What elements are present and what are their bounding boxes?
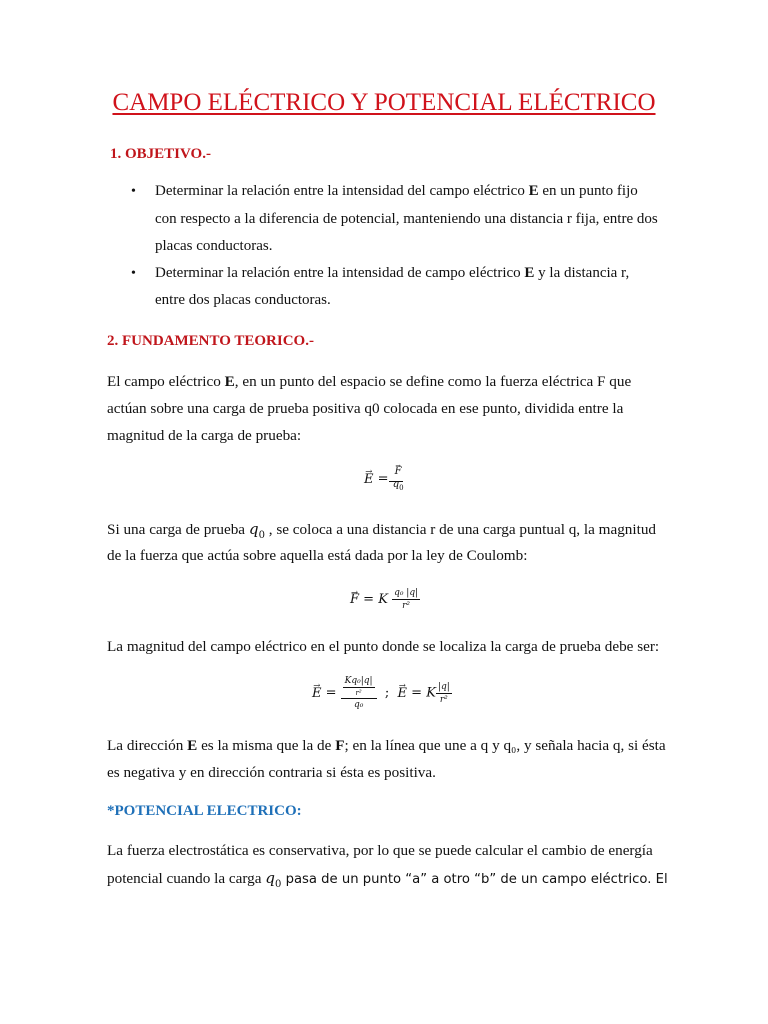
- equals-sign: =: [359, 592, 379, 607]
- vector-e: → E: [398, 686, 408, 701]
- subscript: 0: [258, 530, 265, 542]
- vector-f: → F: [350, 592, 359, 607]
- bold-symbol: F: [335, 737, 345, 754]
- fraction: [392, 588, 420, 611]
- paragraph-5-line-1: La fuerza electrostática es conservativa, por lo que se puede calcular el cambio de energía: [107, 842, 653, 859]
- paragraph-2-line-1: [107, 520, 656, 541]
- bold-symbol: E: [528, 183, 539, 199]
- subscript: 0: [399, 484, 404, 492]
- section-heading-fundamento: 2. FUNDAMENTO TEORICO.-: [107, 333, 314, 349]
- inner-fraction: [343, 676, 375, 697]
- bullet-dot: •: [131, 184, 136, 199]
- text-run: El campo eléctrico: [107, 373, 225, 390]
- bullet-1-line-2: con respecto a la diferencia de potencial, manteniendo una distancia r fija, entre dos: [155, 211, 658, 227]
- paragraph-4-line-1: [107, 737, 666, 755]
- text-run: es la misma que la de: [197, 737, 336, 754]
- numerator: |q|: [437, 681, 450, 692]
- vector-e: → E: [364, 472, 374, 487]
- numerator: [393, 466, 404, 478]
- charge-symbol: q: [265, 869, 276, 887]
- bold-symbol: E: [187, 737, 198, 754]
- text-run: potencial cuando la carga: [107, 870, 266, 887]
- text-run: Si una carga de prueba: [107, 521, 249, 538]
- bullet-1-line-3: placas conductoras.: [155, 238, 273, 254]
- text-run: pasa de un punto “a” a otro “b” de un campo eléctrico. El: [281, 872, 668, 887]
- paragraph-3-line-1: La magnitud del campo eléctrico en el punto donde se localiza la carga de prueba debe ser:: [107, 638, 660, 655]
- paragraph-1-line-3: magnitud de la carga de prueba:: [107, 427, 302, 444]
- paragraph-1-line-1: [107, 373, 631, 391]
- text-run: Determinar la relación entre la intensidad del campo eléctrico: [155, 183, 529, 199]
- denominator: r²: [402, 601, 411, 611]
- section-heading-potencial: *POTENCIAL ELECTRICO:: [107, 803, 302, 819]
- separator: ;: [376, 685, 398, 701]
- equals-sign: =: [407, 685, 427, 701]
- inner-numerator: Kq₀|q|: [344, 676, 373, 686]
- bold-symbol: E: [524, 265, 535, 281]
- inner-denominator: r²: [355, 689, 362, 697]
- numerator: q₀ |q|: [394, 588, 419, 598]
- vector-e: → E: [312, 686, 322, 701]
- charge-symbol: q: [392, 479, 400, 490]
- page-title: CAMPO ELÉCTRICO Y POTENCIAL ELÉCTRICO: [112, 89, 656, 116]
- bullet-2-line-2: entre dos placas conductoras.: [155, 292, 331, 308]
- text-run: y la distancia r,: [534, 265, 630, 281]
- equals-sign: =: [321, 685, 341, 701]
- fraction: [436, 682, 452, 705]
- denominator: q₀: [353, 700, 364, 710]
- bold-symbol: E: [224, 373, 235, 390]
- paragraph-5-line-2: [107, 869, 668, 890]
- section-heading-objetivo: 1. OBJETIVO.-: [110, 146, 211, 162]
- subscript: 0: [275, 879, 282, 891]
- vector-f: → F: [395, 466, 402, 477]
- equation-field-magnitude: [312, 676, 452, 710]
- equals-sign: =: [373, 471, 393, 487]
- fraction: [393, 466, 404, 492]
- fraction-bar: [389, 481, 403, 482]
- text-run: ; en la línea que une a q y q₀, y señala hacia q, si ésta: [344, 737, 666, 754]
- paragraph-2-line-2: de la fuerza que actúa sobre aquella está dada por la ley de Coulomb:: [107, 547, 528, 564]
- numerator: [341, 676, 377, 699]
- text-run: La dirección: [107, 737, 188, 754]
- equation-electric-field: [364, 466, 404, 492]
- charge-symbol: q: [248, 520, 259, 538]
- bullet-1-line-1: [155, 183, 638, 200]
- text-run: Determinar la relación entre la intensidad de campo eléctrico: [155, 265, 525, 281]
- bullet-dot: •: [131, 266, 136, 281]
- denominator: r²: [439, 694, 448, 705]
- text-run: en un punto fijo: [538, 183, 638, 199]
- equation-coulomb: [350, 588, 420, 611]
- constant-k: K: [378, 592, 388, 607]
- bullet-2-line-1: [155, 265, 629, 282]
- paragraph-1-line-2: actúan sobre una carga de prueba positiva q0 colocada en ese punto, dividida entre la: [107, 400, 624, 417]
- compound-fraction: [341, 676, 377, 710]
- paragraph-4-line-2: es negativa y en dirección contraria si ésta es positiva.: [107, 764, 436, 781]
- constant-k: K: [426, 685, 436, 701]
- text-run: , se coloca a una distancia r de una carga puntual q, la magnitud: [264, 521, 657, 538]
- text-run: , en un punto del espacio se define como la fuerza eléctrica F que: [234, 373, 632, 390]
